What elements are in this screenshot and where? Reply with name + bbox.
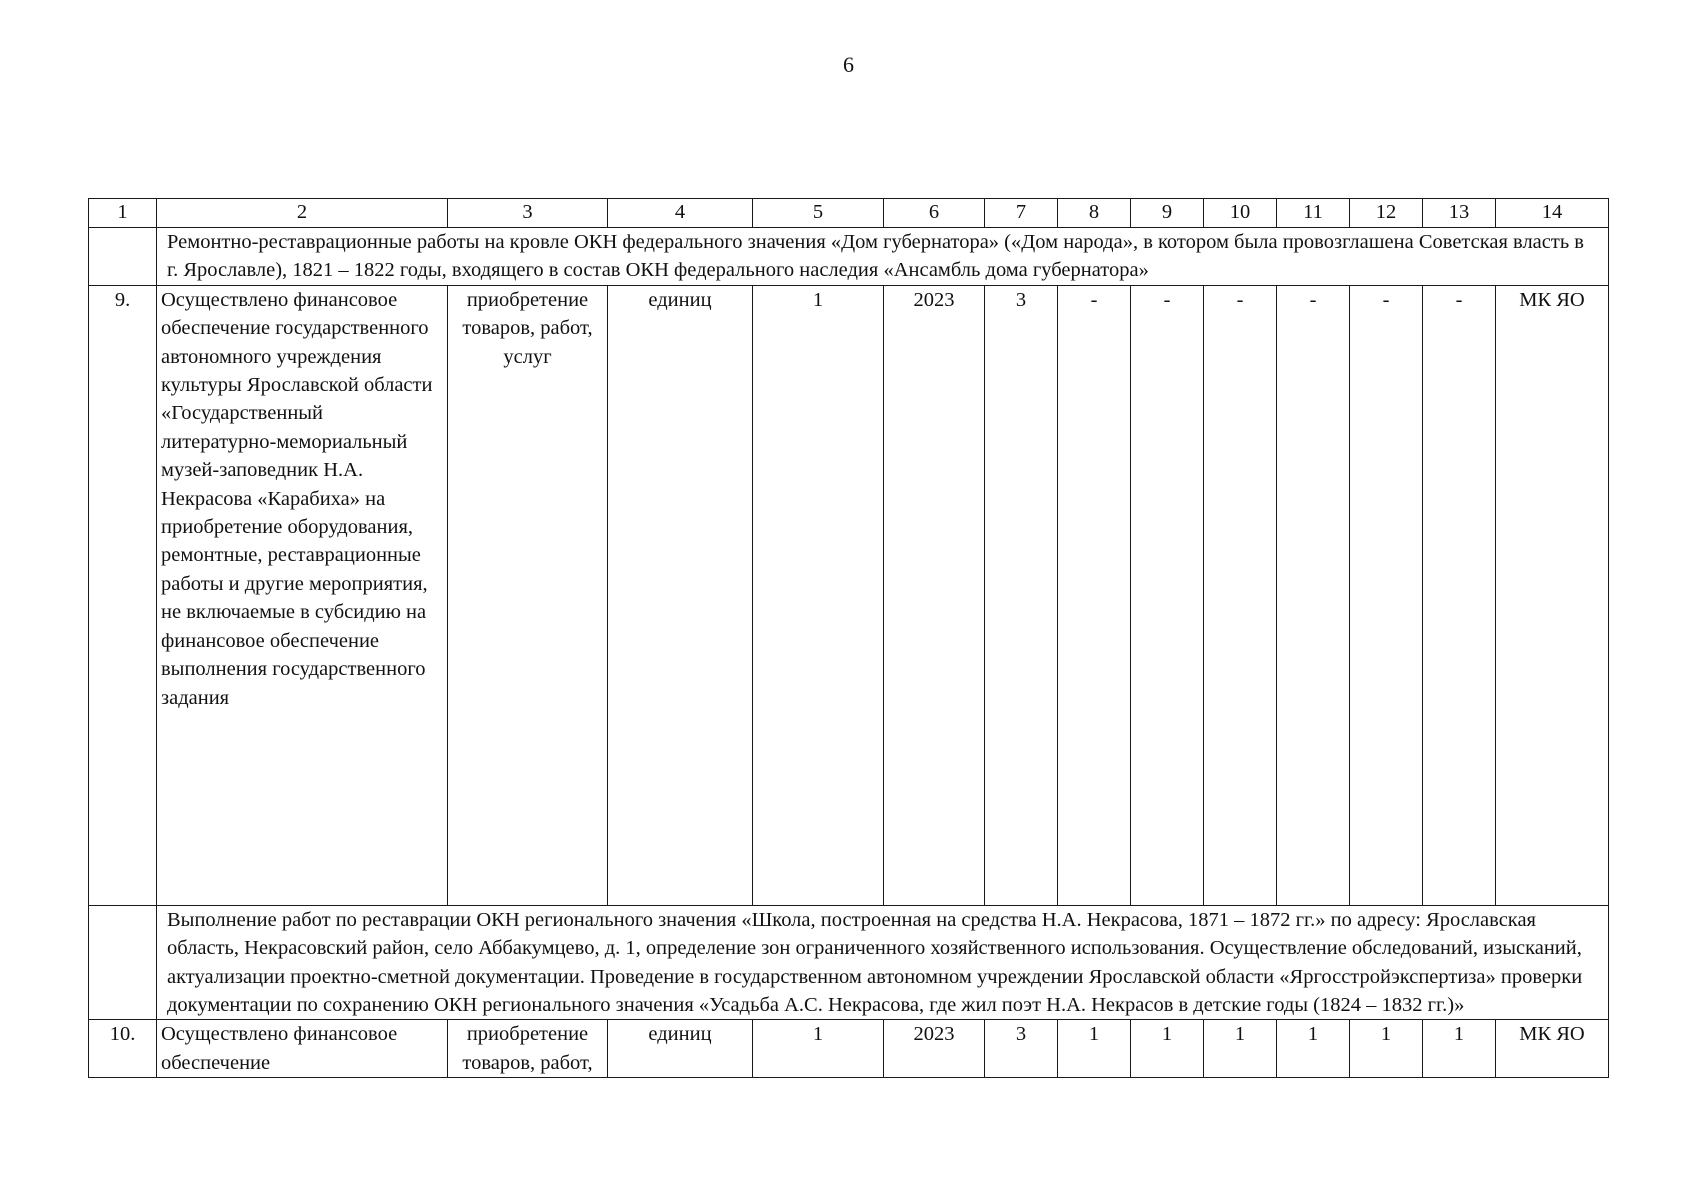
row-description: Осуществлено финансовое обеспечение государственного автономного учреждения культуры Ярославской области «Государственный литературно-мемориальный музей-заповедник Н.А. Некрасова «Карабиха» на приобретение оборудования, ремонтные, реставрационные работы и другие мероприятия, не включаемые в субсидию на финансовое обеспечение выполнения государственного задания (157, 285, 448, 905)
cell-col13: 1 (1423, 1020, 1496, 1078)
cell-col5: 1 (753, 1020, 884, 1078)
header-cell: 1 (89, 199, 157, 228)
header-cell: 3 (448, 199, 608, 228)
section-row (89, 228, 1609, 286)
row-description: Осуществлено финансовое обеспечение (157, 1020, 448, 1078)
cell-col6: 2023 (884, 1020, 985, 1078)
row-type: приобретение товаров, работ, услуг (448, 285, 608, 905)
section-row (89, 905, 1609, 1020)
cell-col5: 1 (753, 285, 884, 905)
cell-col7: 3 (985, 285, 1058, 905)
cell-col7: 3 (985, 1020, 1058, 1078)
table-row (89, 285, 1609, 905)
row-unit: единиц (608, 1020, 753, 1078)
header-cell: 8 (1058, 199, 1131, 228)
page-number: 6 (843, 52, 854, 77)
row-unit: единиц (608, 285, 753, 905)
table-header-row (89, 199, 1609, 228)
cell-col8: 1 (1058, 1020, 1131, 1078)
cell-col9: 1 (1131, 1020, 1204, 1078)
header-cell: 9 (1131, 199, 1204, 228)
header-cell: 11 (1277, 199, 1350, 228)
section-title: Выполнение работ по реставрации ОКН регионального значения «Школа, построенная на средства Н.А. Некрасова, 1871 – 1872 гг.» по адресу: Ярославская область, Некрасовский район, село Аббакумцево, д. 1, определение зон ограниченного хозяйственного использования. Осуществление обследований, изысканий, актуализации проектно-сметной документации. Проведение в государственном автономном учреждении Ярославской области «Яргосстройэкспертиза» проверки документации по сохранению ОКН регионального значения «Усадьба А.С. Некрасова, где жил поэт Н.А. Некрасов в детские годы (1824 – 1832 гг.)» (157, 905, 1609, 1020)
header-cell: 5 (753, 199, 884, 228)
cell-col11: 1 (1277, 1020, 1350, 1078)
header-cell: 12 (1350, 199, 1423, 228)
row-number: 10. (89, 1020, 157, 1078)
indicators-table (88, 198, 1609, 1078)
empty-cell (89, 228, 157, 286)
header-cell: 2 (157, 199, 448, 228)
empty-cell (89, 905, 157, 1020)
cell-col10: 1 (1204, 1020, 1277, 1078)
header-cell: 7 (985, 199, 1058, 228)
cell-col12: - (1350, 285, 1423, 905)
cell-col10: - (1204, 285, 1277, 905)
table-row (89, 1020, 1609, 1078)
cell-col9: - (1131, 285, 1204, 905)
row-number: 9. (89, 285, 157, 905)
cell-responsible: МК ЯО (1496, 285, 1609, 905)
cell-responsible: МК ЯО (1496, 1020, 1609, 1078)
header-cell: 10 (1204, 199, 1277, 228)
row-type: приобретение товаров, работ, (448, 1020, 608, 1078)
cell-col13: - (1423, 285, 1496, 905)
cell-col11: - (1277, 285, 1350, 905)
header-cell: 4 (608, 199, 753, 228)
header-cell: 14 (1496, 199, 1609, 228)
section-title: Ремонтно-реставрационные работы на кровле ОКН федерального значения «Дом губернатора» («Дом народа», в котором была провозглашена Советская власть в г. Ярославле), 1821 – 1822 годы, входящего в состав ОКН федерального наследия «Ансамбль дома губернатора» (157, 228, 1609, 286)
header-cell: 6 (884, 199, 985, 228)
cell-col12: 1 (1350, 1020, 1423, 1078)
cell-col8: - (1058, 285, 1131, 905)
header-cell: 13 (1423, 199, 1496, 228)
cell-col6: 2023 (884, 285, 985, 905)
